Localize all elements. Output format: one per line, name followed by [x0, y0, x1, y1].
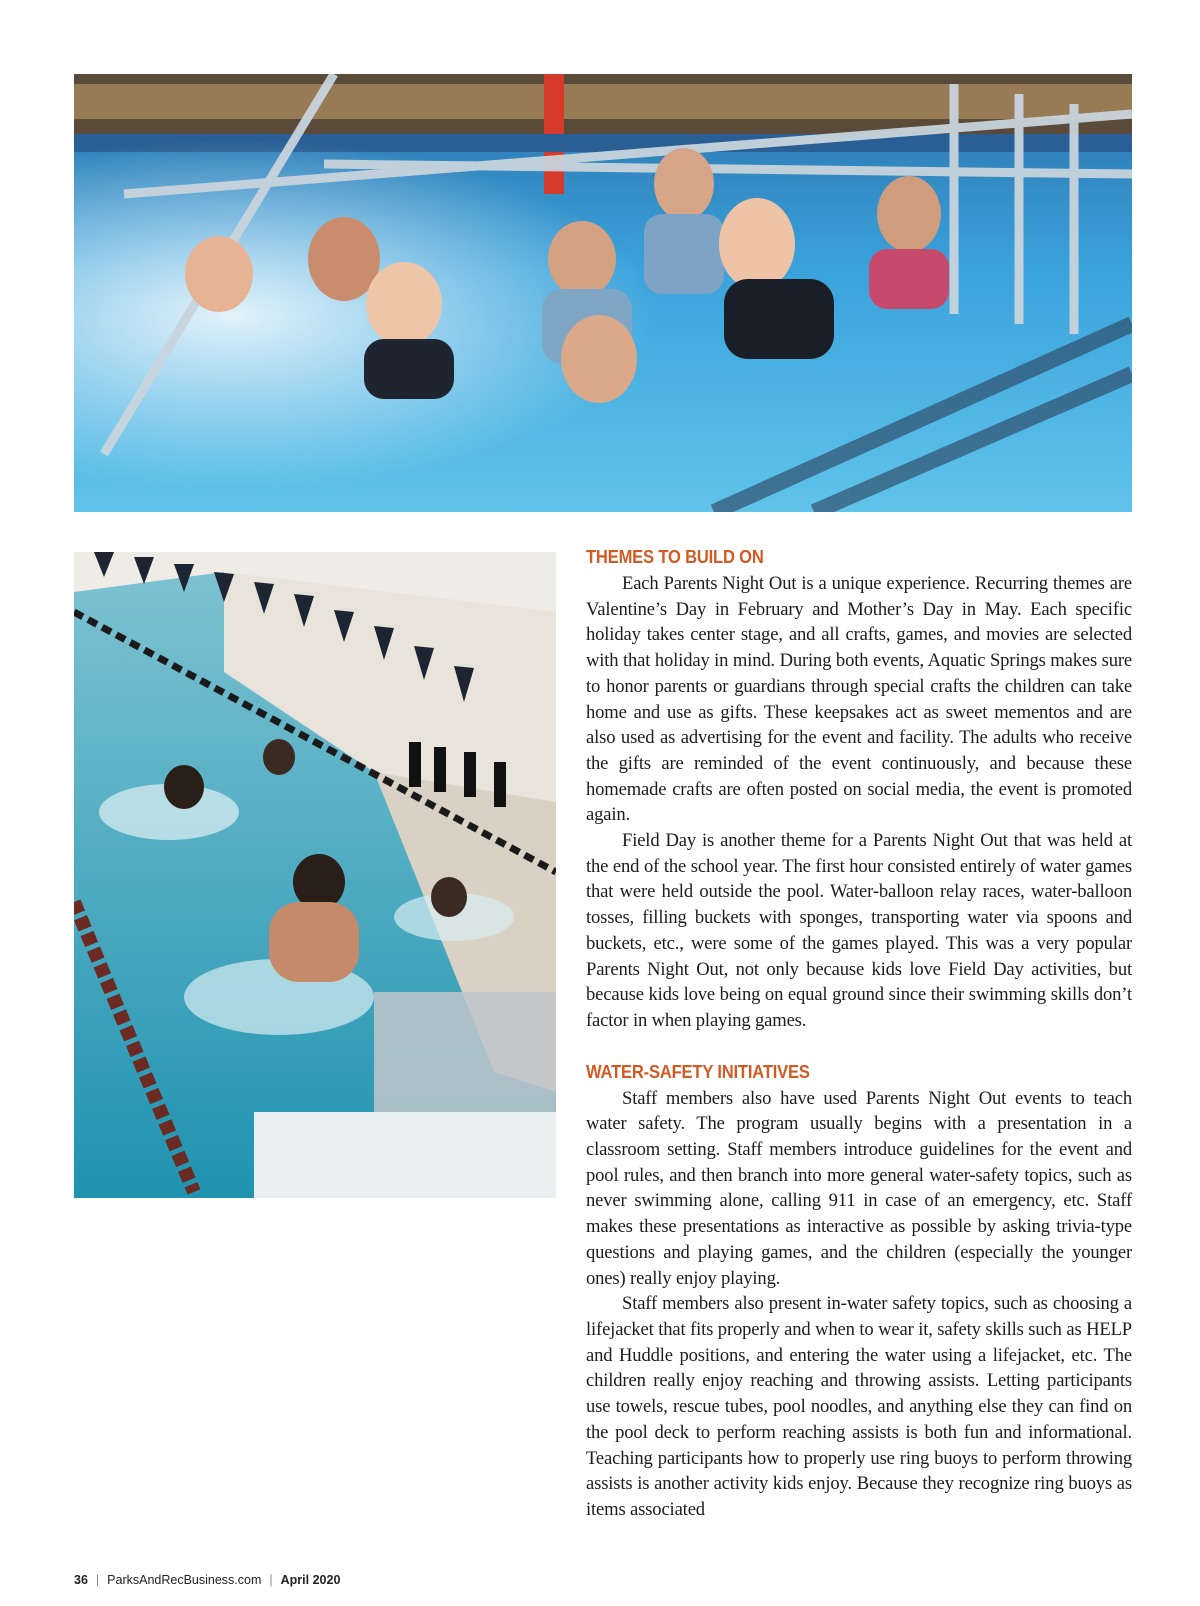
- article-body: [586, 545, 1132, 1523]
- paragraph: Field Day is another theme for a Parents Night Out that was held at the end of the school year. The first hour consisted entirely of water games that were held outside the pool. Water-balloon relay races, water-balloon tosses, filling buckets with sponges, transporting water via spoons and buckets, etc., were some of the games played. This was a very popular Parents Night Out, not only because kids love Field Day activities, but because kids love being on equal ground since their swimming skills don’t factor in when playing games.: [586, 830, 1132, 1031]
- footer-date: April 2020: [280, 1573, 341, 1587]
- section-heading-water-safety: WATER-SAFETY INITIATIVES: [586, 1061, 810, 1082]
- photo-kids-in-pool: [74, 74, 1132, 512]
- footer-site: ParksAndRecBusiness.com: [107, 1573, 262, 1587]
- footer-divider: |: [269, 1573, 273, 1587]
- paragraph: Each Parents Night Out is a unique experience. Recurring themes are Valentine’s Day in February and Mother’s Day in May. Each specific holiday takes center stage, and all crafts, games, and movies are selected with that holiday in mind. During both events, Aquatic Springs makes sure to honor parents or guardians through special crafts the children can take home and use as gifts. These keepsakes act as sweet mementos and are also used as advertising for the event and facility. The adults who receive the gifts are reminded of the event continuously, and because these homemade crafts are often posted on social media, the event is promoted again.: [586, 573, 1132, 826]
- paragraph: Staff members also have used Parents Night Out events to teach water safety. The program usually begins with a presentation in a classroom setting. Staff members introduce guidelines for the event and pool rules, and then branch into more general water-safety topics, such as never swimming alone, calling 911 in case of an emergency, etc. Staff makes these presentations as interactive as possible by asking trivia-type questions and playing games, and the children (especially the younger ones) really enjoy playing.: [586, 1087, 1132, 1289]
- paragraph: Staff members also present in-water safety topics, such as choosing a lifejacket that fits properly and when to wear it, safety skills such as HELP and Huddle positions, and entering the water using a lifejacket, etc. The children really enjoy reaching and throwing assists. Letting participants use towels, rescue tubes, pool noodles, and anything else they can find on the pool deck to perform reaching assists is both fun and informational. Teaching participants how to properly use ring buoys to perform throwing assists is another activity kids enjoy. Because they recognize ring buoys as items associated: [586, 1293, 1132, 1520]
- page-footer: [74, 1573, 340, 1587]
- section-spacer: [586, 1034, 1132, 1060]
- pool-floats-photo-illustration: [74, 552, 556, 1198]
- pool-night-photo-illustration: [74, 74, 1132, 512]
- page-number: 36: [74, 1573, 88, 1587]
- photo-pool-floats: [74, 552, 556, 1198]
- footer-divider: |: [95, 1573, 100, 1587]
- section-heading-themes: THEMES TO BUILD ON: [586, 547, 764, 567]
